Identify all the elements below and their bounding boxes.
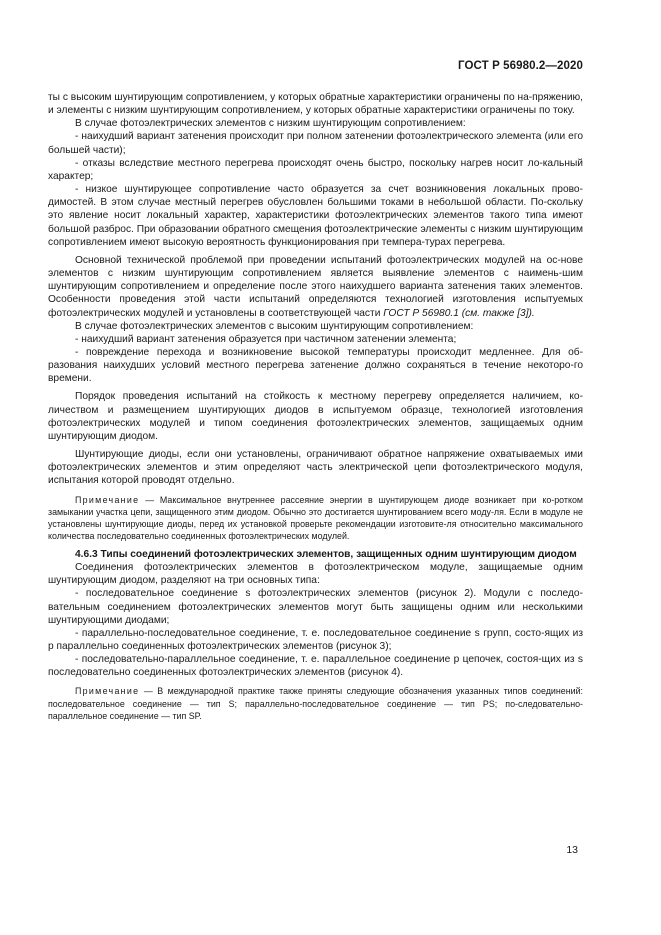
list-item: - отказы вследствие местного перегрева происходят очень быстро, поскольку нагрев носит ло-кальный характер; — [48, 157, 583, 182]
section-heading: 4.6.3 Типы соединений фотоэлектрических элементов, защищенных одним шунтирующим диодом — [75, 548, 577, 560]
list-item: - наихудший вариант затенения образуется при частичном затенении элемента; — [75, 333, 457, 345]
note-text: — Максимальное внутреннее рассеяние энергии в шунтирующем диоде возникает при ко-ротком замыкании участка цепи, защищенного этим диодом. Обычно это достигается шунтированием всего моду-ля. Если в модуле не установлены шунтирующие диоды, перед их установкой проверьте рекомендации изготовите-ля относительно максимального количества последовательно соединенных фотоэлектрических модулей. — [48, 494, 583, 541]
list-item: - последовательно-параллельное соединение, т. е. параллельное соединение p цепочек, состоя-щих из s последовательно соединенных фотоэлектрических элементов (рисунок 4). — [48, 654, 583, 679]
paragraph: ты с высоким шунтирующим сопротивлением, у которых обратные характеристики ограничены по на-пряжению, и элементы с низким шунтирующим сопротивлением, у которых обратные характеристики ограничены по току. — [48, 92, 583, 117]
note — [48, 494, 583, 542]
list-item: - низкое шунтирующее сопротивление часто образуется за счет возникновения локальных прово-димостей. В этом случае местный перегрев обусловлен большими токами в небольшой области. По-скольку это явление носит локальный характер, характеристики фотоэлектрических элементов такого типа имеют большой разброс. При образовании обратного смещения фотоэлектрические элементы с низким шунтирующим сопротивлением имеют высокую вероятность функционирования при темпера-турах перегрева. — [48, 184, 583, 248]
page-number: 13 — [566, 844, 578, 856]
note-text: — В международной практике также приняты следующие обозначения указанных типов соединений: последовательное соединение — тип S; параллельно-последовательное соединение — тип PS; по-следовательно-параллельное соединение — тип SP. — [48, 686, 583, 721]
paragraph: В случае фотоэлектрических элементов с низким шунтирующим сопротивлением: — [75, 118, 466, 130]
list-item: - наихудший вариант затенения происходит при полном затенении фотоэлектрического элемента (или его большей части); — [48, 131, 583, 156]
document-header: ГОСТ Р 56980.2—2020 — [458, 60, 583, 72]
note-label: Примечание — [75, 494, 140, 505]
standard-reference: ГОСТ Р 56980.1 (см. также [3]). — [383, 307, 535, 319]
page-body — [48, 91, 583, 728]
list-item: - повреждение перехода и возникновение высокой температуры происходит медленнее. Для об-разования наихудших условий местного перегрева затенение должно сохраняться в течение некоторо-го времени. — [48, 346, 583, 385]
paragraph: В случае фотоэлектрических элементов с высоким шунтирующим сопротивлением: — [75, 320, 474, 332]
paragraph-text: Основной технической проблемой при проведении испытаний фотоэлектрических модулей на ос-нове элементов с низким шунтирующим сопротивлением является выявление элементов с наимень-шим шунтирующим сопротивлением и определение после этого наихудшего варианта затенения таких элементов. Особенности проведения этой части испытаний определяются технологией изготовления испытуемых фотоэлектрических модулей и установлены в соответствующей части — [48, 254, 583, 319]
list-item: - параллельно-последовательное соединение, т. е. последовательное соединение s групп, состо-ящих из p параллельно соединенных фотоэлектрических элементов (рисунок 3); — [48, 627, 583, 652]
paragraph — [48, 254, 583, 320]
note — [48, 685, 583, 721]
note-label: Примечание — [75, 686, 140, 697]
paragraph: Порядок проведения испытаний на стойкость к местному перегреву определяется наличием, ко-личеством и размещением шунтирующих диодов в испытуемом образце, технологией изготовления фотоэлектрических модулей и типом соединения фотоэлектрических элементов, защищаемых одним шунтирующим диодом. — [48, 391, 583, 442]
list-item: - последовательное соединение s фотоэлектрических элементов (рисунок 2). Модули с последо-вательным соединением фотоэлектрических элементов могут быть защищены одним или несколькими шунтирующими диодами; — [48, 588, 583, 626]
paragraph: Шунтирующие диоды, если они установлены, ограничивают обратное напряжение охватываемых ими фотоэлектрических элементов и этим определяют часть электрической цепи фотоэлектрического модуля, испытания которой проводят отдельно. — [48, 449, 583, 487]
paragraph: Соединения фотоэлектрических элементов в фотоэлектрическом модуле, защищаемые одним шунтирующим диодом, разделяют на три основных типа: — [48, 562, 583, 587]
